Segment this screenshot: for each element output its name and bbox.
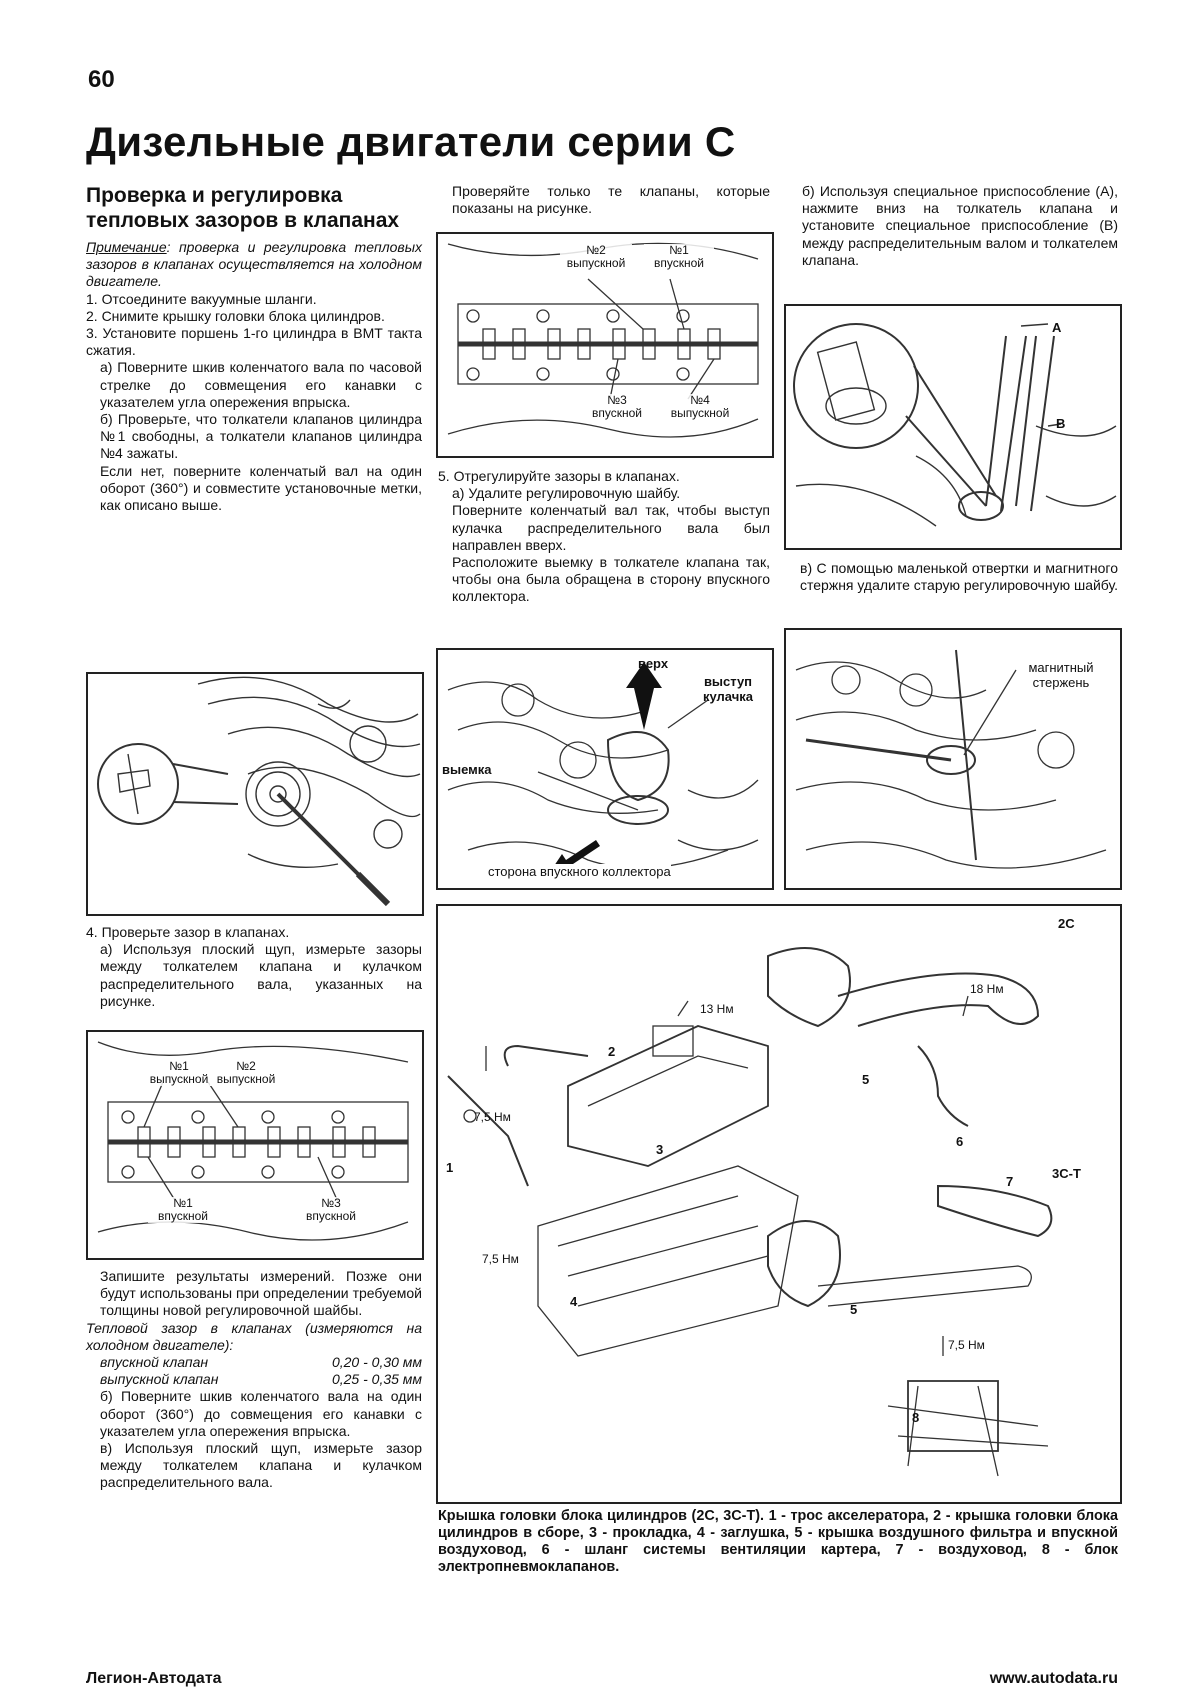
label-intake-side: сторона впускного коллектора: [488, 864, 671, 879]
figure-cylinder-head-cover: [436, 904, 1122, 1504]
figure-valve-positions-top: [436, 232, 774, 458]
part-6: 6: [956, 1134, 964, 1149]
footer-website[interactable]: www.autodata.ru: [989, 1670, 1118, 1687]
label-no2-exhaust: №2 выпускной: [210, 1060, 282, 1086]
step-5a-text1: Поверните коленчатый вал так, чтобы выступ кулачка распределительного вала был направлен вверх.: [452, 502, 770, 553]
page-title: Дизельные двигатели серии С: [86, 118, 736, 165]
part-7: 7: [1006, 1174, 1014, 1189]
step-3c: Если нет, поверните коленчатый вал на один оборот (360°) и совместите установочные метки, как описано выше.: [100, 462, 422, 514]
step-4: 4. Проверьте зазор в клапанах.: [86, 924, 290, 940]
step-5c: в) С помощью маленькой отвертки и магнитного стержня удалите старую регулировочную шайбу.: [800, 560, 1119, 594]
step-3a: а) Поверните шкив коленчатого вала по часовой стрелке до совмещения его канавки с указателем угла опережения впрыска.: [100, 359, 422, 410]
label-no1-intake-top: №1 впускной: [644, 244, 714, 270]
spec-intake: впускной клапан 0,20 - 0,30 мм: [100, 1354, 422, 1371]
label-up: верх: [638, 656, 669, 671]
label-tool-b: B: [1056, 416, 1066, 431]
step-3b: б) Проверьте, что толкатели клапанов цилиндра №1 свободны, а толкатели клапанов цилиндра №4 зажаты.: [100, 411, 422, 462]
page-number: 60: [88, 66, 115, 93]
clearance-title: Тепловой зазор в клапанах (измеряются на холодном двигателе):: [86, 1319, 422, 1353]
step-4c: в) Используя плоский щуп, измерьте зазор между толкателем клапана и кулачком распределительного вала.: [100, 1440, 422, 1491]
label-no4-exhaust-top: №4 выпускной: [664, 394, 736, 420]
label-cam-lobe: выступ кулачка: [702, 674, 753, 704]
part-4: 4: [570, 1294, 578, 1309]
spec-exhaust: выпускной клапан 0,25 - 0,35 мм: [100, 1371, 422, 1388]
label-no3-intake-top: №3 впускной: [582, 394, 652, 420]
section-heading: Проверка и регулировка тепловых зазоров в клапанах: [86, 184, 400, 232]
label-magnetic-rod: магнитный стержень: [1028, 660, 1094, 690]
footer-publisher: Легион-Автодата: [86, 1670, 222, 1687]
label-no3-intake: №3 впускной: [296, 1197, 366, 1223]
label-no2-exhaust-top: №2 выпускной: [560, 244, 632, 270]
note-label: Примечание: [86, 239, 167, 255]
left-column-bottom: [86, 1268, 422, 1492]
middle-intro: [438, 183, 770, 217]
middle-step5: [438, 468, 770, 606]
record-text: Запишите результаты измерений. Позже они будут использованы при определении требуемой толщины новой регулировочной шайбы.: [100, 1268, 422, 1319]
torque-7-5-c: 7,5 Нм: [948, 1338, 985, 1352]
part-3: 3: [656, 1142, 664, 1157]
step-5b: б) Используя специальное приспособление (А), нажмите вниз на толкатель клапана и установите специальное приспособление (В) между распределительным валом и толкателем клапана.: [802, 183, 1118, 268]
figure-special-tools: [784, 304, 1122, 550]
crankshaft-pulley-drawing: [88, 674, 422, 914]
step-4b: б) Поверните шкив коленчатого вала на один оборот (360°) до совмещения его канавки с указателем угла опережения впрыска.: [100, 1388, 422, 1439]
part-5b: 5: [850, 1302, 858, 1317]
figure-magnetic-rod: [784, 628, 1122, 890]
special-tools-drawing: [786, 306, 1120, 548]
step-5a: а) Удалите регулировочную шайбу.: [452, 485, 681, 502]
torque-13: 13 Нм: [700, 1002, 734, 1016]
torque-7-5-a: 7,5 Нм: [474, 1110, 511, 1124]
step-5: 5. Отрегулируйте зазоры в клапанах.: [438, 468, 680, 484]
figure-valve-positions-left: [86, 1030, 424, 1260]
figure-cam-notch: [436, 648, 774, 890]
torque-7-5-b: 7,5 Нм: [482, 1252, 519, 1266]
left-column-step4: [86, 924, 422, 1010]
cylinder-head-cover-drawing: [438, 906, 1120, 1502]
note-text: : проверка и регулировка тепловых зазоров в клапанах осуществляется на холодном двигателе.: [86, 239, 422, 290]
label-tool-a: A: [1052, 320, 1062, 335]
step-1: 1. Отсоедините вакуумные шланги.: [86, 290, 317, 307]
figure-caption: Крышка головки блока цилиндров (2С, 3С-Т). 1 - трос акселератора, 2 - крышка головки блока цилиндров в сборе, 3 - прокладка, 4 - заглушка, 5 - крышка воздушного фильтра и впускной воздуховод, 6 - шланг системы вентиляции картера, 7 - воздуховод, 8 - блок электропневмоклапанов.: [438, 1508, 1118, 1575]
label-3ct: 3С-Т: [1052, 1166, 1081, 1181]
step-3: 3. Установите поршень 1-го цилиндра в ВМТ такта сжатия.: [86, 325, 422, 359]
left-column-top: [86, 183, 422, 514]
label-no1-exhaust: №1 выпускной: [144, 1060, 214, 1086]
right-step5c: [800, 560, 1118, 594]
label-2c: 2С: [1058, 916, 1075, 931]
figure-crankshaft-pulley: [86, 672, 424, 916]
check-valves-note: Проверяйте только те клапаны, которые показаны на рисунке.: [452, 183, 770, 217]
part-5: 5: [862, 1072, 870, 1087]
label-notch: выемка: [442, 762, 492, 777]
torque-18: 18 Нм: [970, 982, 1004, 996]
step-2: 2. Снимите крышку головки блока цилиндров.: [86, 307, 385, 324]
part-1: 1: [446, 1160, 454, 1175]
part-2: 2: [608, 1044, 616, 1059]
part-8: 8: [912, 1410, 920, 1425]
step-5a-text2: Расположите выемку в толкателе клапана так, чтобы она была обращена в сторону впускного коллектора.: [452, 554, 770, 605]
right-step5b: [788, 183, 1118, 269]
step-4a: а) Используя плоский щуп, измерьте зазоры между толкателем клапана и кулачком распределительного вала, указанных на рисунке.: [100, 941, 422, 1009]
label-no1-intake: №1 впускной: [148, 1197, 218, 1223]
